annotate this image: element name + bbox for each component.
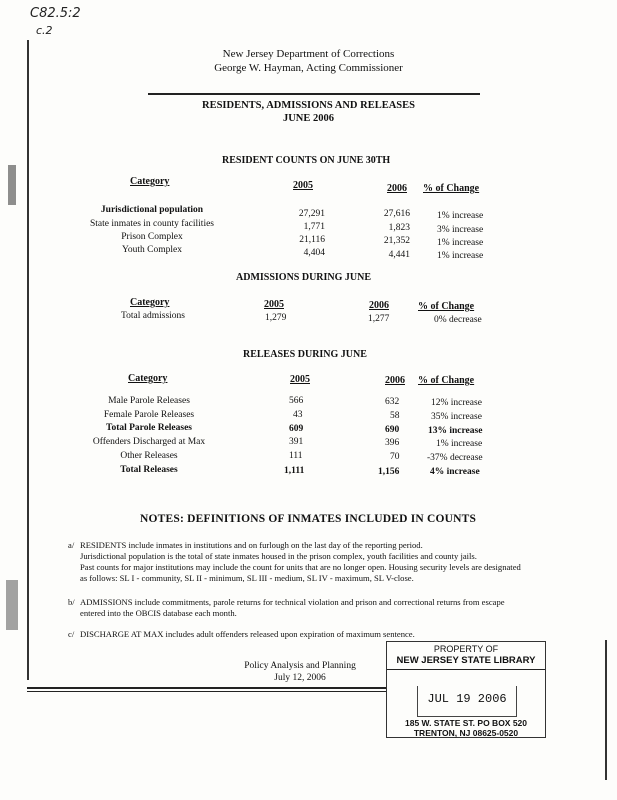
library-stamp	[386, 641, 546, 738]
bottom-rule	[27, 687, 387, 689]
stamp-city: TRENTON, NJ 08625-0520	[413, 728, 519, 738]
resident-row-2005: 21,116	[299, 235, 325, 245]
releases-section-heading: RELEASES DURING JUNE	[243, 349, 367, 360]
releases-row-change: 12% increase	[431, 398, 482, 408]
resident-col-change: % of Change	[423, 183, 480, 194]
admissions-row-2005: 1,279	[265, 313, 287, 323]
resident-row-change: 3% increase	[437, 225, 484, 235]
note-a-line: Past counts for major institutions may include the count for units that are no longer open. Housing security levels are designated	[80, 562, 521, 572]
stamp-library-name: NEW JERSEY STATE LIBRARY	[396, 655, 536, 666]
resident-col-2005: 2005	[293, 180, 313, 191]
admissions-row-change: 0% decrease	[434, 315, 482, 325]
note-c-line: DISCHARGE AT MAX includes adult offenders released upon expiration of maximum sentence.	[80, 629, 415, 639]
admissions-col-2006: 2006	[369, 300, 389, 311]
right-edge-line	[605, 640, 607, 780]
resident-col-2006: 2006	[387, 183, 407, 194]
releases-row-category: Other Releases	[120, 451, 178, 461]
notes-heading: NOTES: DEFINITIONS OF INMATES INCLUDED IN COUNTS	[140, 513, 477, 525]
admissions-col-2005: 2005	[264, 299, 284, 310]
resident-row-2006: 4,441	[388, 250, 410, 260]
handwritten-code: C82.5:2	[30, 6, 81, 21]
note-b-line: entered into the OBCIS database each month.	[80, 608, 237, 618]
releases-row-2005: 566	[289, 396, 304, 406]
releases-row-2005: 43	[293, 410, 303, 420]
releases-row-category: Female Parole Releases	[103, 410, 195, 420]
resident-row-2005: 27,291	[298, 209, 325, 219]
admissions-section-heading: ADMISSIONS DURING JUNE	[236, 272, 372, 283]
resident-row-category: Prison Complex	[121, 232, 183, 242]
releases-row-category: Total Releases	[120, 465, 178, 475]
stamp-address: 185 W. STATE ST. PO BOX 520	[404, 718, 528, 728]
releases-row-category: Total Parole Releases	[105, 423, 192, 433]
resident-row-change: 1% increase	[437, 211, 484, 221]
releases-col-change: % of Change	[418, 375, 475, 386]
stamp-property-of: PROPERTY OF	[433, 644, 499, 654]
admissions-row-category: Total admissions	[121, 311, 185, 321]
stamp-received-date: JUL 19 2006	[417, 686, 517, 717]
releases-row-2006: 58	[390, 411, 400, 421]
releases-row-2005: 391	[289, 437, 304, 447]
releases-row-2006: 690	[385, 425, 400, 435]
footer-unit: Policy Analysis and Planning	[244, 661, 356, 671]
left-margin-line	[27, 40, 29, 680]
resident-row-change: 1% increase	[437, 251, 484, 261]
resident-row-2006: 21,352	[383, 236, 410, 246]
resident-row-2005: 1,771	[303, 222, 325, 232]
report-title: RESIDENTS, ADMISSIONS AND RELEASES	[202, 100, 415, 111]
resident-col-category: Category	[130, 176, 170, 187]
releases-row-2005: 609	[289, 424, 304, 434]
handwritten-copy-number: c.2	[36, 24, 53, 37]
resident-row-2006: 27,616	[383, 209, 410, 219]
resident-row-category: State inmates in county facilities	[90, 219, 214, 229]
note-b-marker: b/	[68, 597, 75, 607]
report-period: JUNE 2006	[282, 113, 335, 124]
releases-row-2006: 396	[385, 438, 400, 448]
releases-row-category: Male Parole Releases	[108, 396, 190, 406]
releases-row-2006: 1,156	[378, 467, 400, 477]
scan-artifact	[6, 580, 18, 630]
releases-row-category: Offenders Discharged at Max	[92, 437, 206, 447]
releases-col-2006: 2006	[385, 375, 405, 386]
releases-row-change: 1% increase	[436, 439, 483, 449]
releases-row-change: 4% increase	[430, 467, 480, 477]
footer-date: July 12, 2006	[274, 673, 326, 683]
resident-section-heading: RESIDENT COUNTS ON JUNE 30TH	[222, 155, 391, 166]
resident-row-category: Youth Complex	[121, 245, 182, 255]
admissions-col-category: Category	[130, 297, 170, 308]
stamp-divider	[387, 669, 545, 670]
releases-row-2006: 70	[390, 452, 400, 462]
resident-row-2006: 1,823	[388, 223, 410, 233]
agency-name: New Jersey Department of Corrections	[222, 48, 395, 60]
commissioner-name: George W. Hayman, Acting Commissioner	[214, 62, 403, 74]
note-a-line: as follows: SL I - community, SL II - minimum, SL III - medium, SL IV - maximum, SL V-close.	[80, 573, 414, 583]
releases-col-category: Category	[128, 373, 168, 384]
bottom-rule-thin	[27, 691, 387, 692]
note-a-marker: a/	[68, 540, 75, 550]
releases-row-2005: 1,111	[284, 466, 305, 476]
releases-col-2005: 2005	[290, 374, 310, 385]
resident-row-2005: 4,404	[303, 248, 325, 258]
releases-row-change: 35% increase	[431, 412, 482, 422]
note-c-marker: c/	[68, 629, 75, 639]
scan-artifact	[8, 165, 16, 205]
resident-row-change: 1% increase	[437, 238, 484, 248]
releases-row-change: -37% decrease	[427, 453, 483, 463]
note-b-line: ADMISSIONS include commitments, parole returns for technical violation and prison and correctional returns from escape	[80, 597, 505, 607]
admissions-row-2006: 1,277	[368, 314, 390, 324]
title-rule	[148, 93, 480, 95]
resident-row-category: Jurisdictional population	[100, 205, 204, 215]
releases-row-change: 13% increase	[428, 426, 483, 436]
note-a-line: RESIDENTS include inmates in institutions and on furlough on the last day of the reporting period.	[80, 540, 423, 550]
releases-row-2006: 632	[385, 397, 400, 407]
releases-row-2005: 111	[289, 451, 303, 461]
note-a-line: Jurisdictional population is the total of state inmates housed in the prison complex, youth facilities and county jails.	[80, 551, 477, 561]
admissions-col-change: % of Change	[418, 301, 475, 312]
